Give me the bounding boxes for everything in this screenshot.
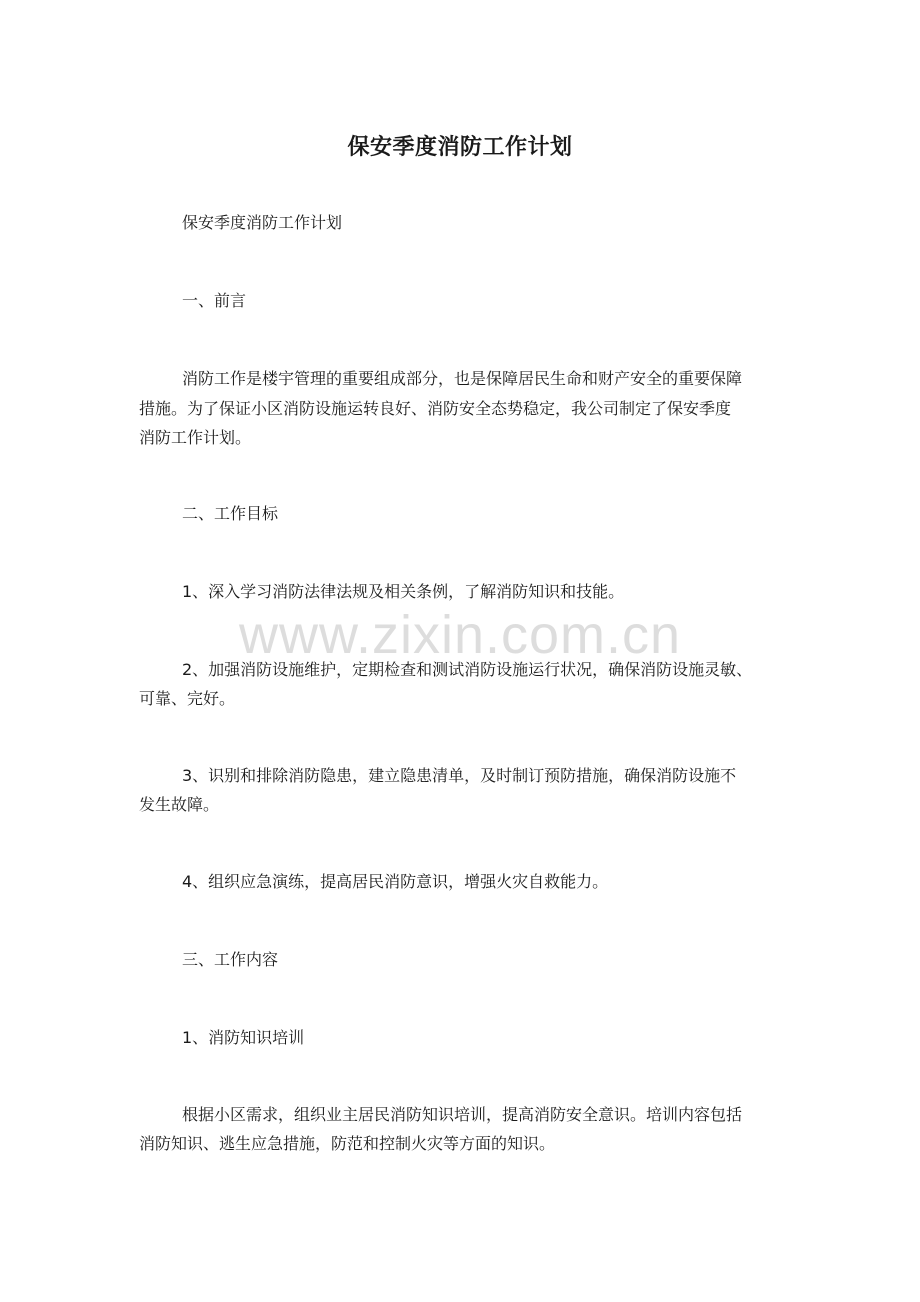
- paragraph-line: 措施。为了保证小区消防设施运转良好、消防安全态势稳定，我公司制定了保安季度: [139, 399, 732, 418]
- paragraph-line: 3、识别和排除消防隐患，建立隐患清单，及时制订预防措施，确保消防设施不: [182, 766, 737, 785]
- document-title: 保安季度消防工作计划: [347, 135, 573, 160]
- paragraph-line: 可靠、完好。: [139, 689, 236, 708]
- watermark: www.zixin.com.cn: [238, 605, 682, 665]
- paragraph-line: 消防工作计划。: [139, 428, 252, 447]
- paragraph-line: 消防工作是楼宇管理的重要组成部分，也是保障居民生命和财产安全的重要保障: [182, 369, 743, 388]
- paragraph-line: 发生故障。: [139, 795, 220, 814]
- document-subtitle: 保安季度消防工作计划: [182, 213, 343, 232]
- paragraph-line: 消防知识、逃生应急措施，防范和控制火灾等方面的知识。: [139, 1134, 556, 1153]
- section-heading-content: 三、工作内容: [182, 950, 279, 969]
- paragraph-line: 根据小区需求，组织业主居民消防知识培训，提高消防安全意识。培训内容包括: [182, 1105, 743, 1124]
- section-heading-goals: 二、工作目标: [182, 504, 279, 523]
- goal-item-1: 1、深入学习消防法律法规及相关条例，了解消防知识和技能。: [182, 582, 625, 601]
- subsection-heading-training: 1、消防知识培训: [182, 1028, 305, 1047]
- section-heading-preface: 一、前言: [182, 291, 247, 310]
- goal-item-4: 4、组织应急演练，提高居民消防意识，增强火灾自救能力。: [182, 872, 609, 891]
- paragraph-line: 2、加强消防设施维护，定期检查和测试消防设施运行状况，确保消防设施灵敏、: [182, 660, 753, 679]
